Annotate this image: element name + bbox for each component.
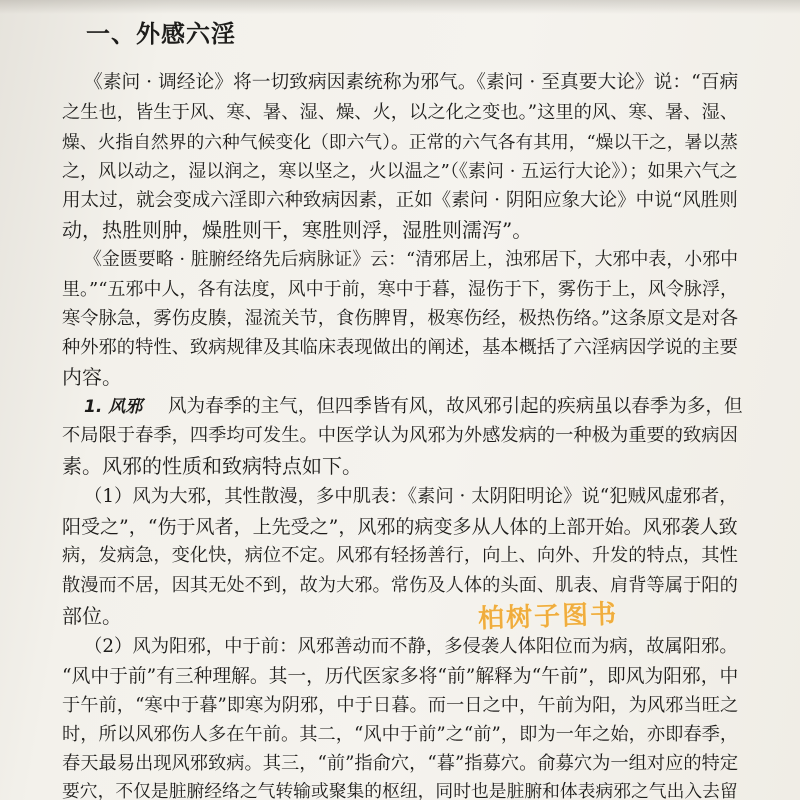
text-line: 于午前，“寒中于暮”即寒为阴邪，中于日暮。而一日之中，午前为阳，为风邪当旺之 (62, 695, 739, 716)
text-line: 《素问 · 调经论》将一切致病因素统称为邪气。《素问 · 至真要大论》说：“百病 (84, 72, 739, 93)
text-line: 素。风邪的性质和致病特点如下。 (62, 454, 362, 478)
text-line: 《金匮要略 · 脏腑经络先后病脉证》云：“清邪居上，浊邪居下，大邪中表，小邪中 (84, 249, 739, 270)
text-line: 不局限于春季，四季均可发生。中医学认为风邪为外感发病的一种极为重要的致病因 (62, 425, 738, 446)
text-line: （1）风为大邪，其性散漫，多中肌表：《素问 · 太阴阳明论》说“犯贼风虚邪者， (84, 486, 738, 507)
subsection-term: 1. 风邪 (84, 397, 143, 417)
text-line: 燥、火指自然界的六种气候变化（即六气）。正常的六气各有其用，“燥以干之，暑以蒸 (62, 132, 738, 153)
page-top-shadow (0, 0, 800, 14)
text-line: 要穴，不仅是脏腑经络之气转输或聚集的枢纽，同时也是脏腑和体表病邪之气出入去留 (62, 781, 738, 800)
text-line: 病，发病急，变化快，病位不定。风邪有轻扬善行，向上、向外、升发的特点，其性 (62, 545, 738, 566)
text-line: “风中于前”有三种理解。其一，历代医家多将“前”解释为“午前”，即风为阳邪，中 (62, 666, 739, 687)
text-line: 之生也，皆生于风、寒、暑、湿、燥、火，以之化之变也。”这里的风、寒、暑、湿、 (62, 102, 739, 123)
text-line: 之，风以动之，湿以润之，寒以坚之，火以温之”（《素问 · 五运行大论》）；如果六气之 (62, 161, 738, 182)
text-line: 动，热胜则肿，燥胜则干，寒胜则浮，湿胜则濡泻”。 (62, 218, 533, 242)
section-heading: 一、外感六淫 (86, 20, 236, 48)
text-line: 种外邪的特性、致病规律及其临床表现做出的阐述，基本概括了六淫病因学说的主要 (62, 337, 738, 358)
text-line: 里。”“五邪中人，各有法度，风中于前，寒中于暮，湿伤于下，雾伤于上，风令脉浮， (62, 279, 738, 300)
text-line: 用太过，就会变成六淫即六种致病因素，正如《素问 · 阴阳应象大论》中说“风胜则 (62, 190, 738, 211)
text-line: （2）风为阳邪，中于前：风邪善动而不静，多侵袭人体阳位而为病，故属阳邪。 (84, 636, 738, 657)
text-line: 寒令脉急，雾伤皮腠，湿流关节，食伤脾胃，极寒伤经，极热伤络。”这条原文是对各 (62, 308, 739, 329)
text-line: 春天最易出现风邪致病。其三，“前”指俞穴，“暮”指募穴。俞募穴为一组对应的特定 (62, 753, 739, 774)
text-line-rest: 风为春季的主气，但四季皆有风，故风邪引起的疾病虽以春季为多，但 (168, 396, 743, 417)
text-line: 内容。 (62, 365, 122, 389)
watermark-logo: 柏树子图书 (477, 599, 619, 635)
subsection-line (84, 392, 742, 422)
text-line: 散漫而不居，因其无处不到，故为大邪。常伤及人体的头面、肌表、肩背等属于阳的 (62, 575, 738, 596)
text-line: 时，所以风邪伤人多在午前。其二，“风中于前”之“前”，即为一年之始，亦即春季， (62, 724, 739, 745)
text-line: 阳受之”，“伤于风者，上先受之”，风邪的病变多从人体的上部开始。风邪袭人致 (62, 516, 738, 538)
text-line: 部位。 (62, 604, 122, 628)
